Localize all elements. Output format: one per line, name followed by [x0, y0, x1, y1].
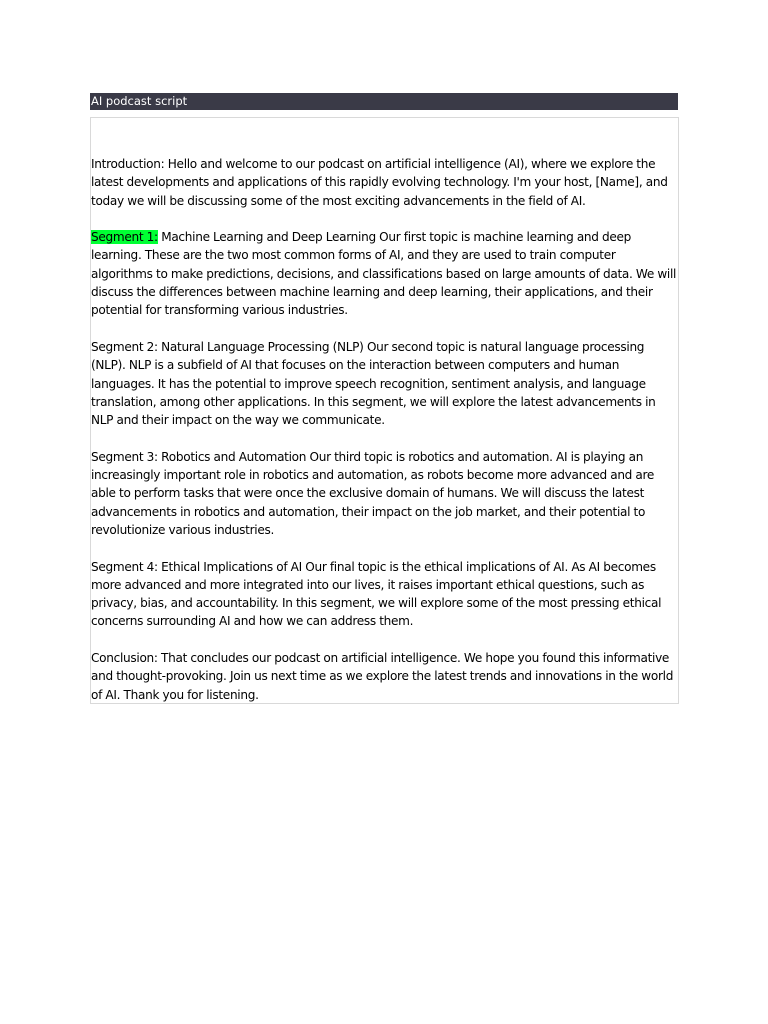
- introduction-paragraph: Introduction: Hello and welcome to our podcast on artificial intelligence (AI), where we explore the latest developments and applications of this rapidly evolving technology. I'm your host, [Name], and today we will be discussing some of the most exciting advancements in the field of AI.: [91, 157, 668, 208]
- segment-2-paragraph: Segment 2: Natural Language Processing (NLP) Our second topic is natural language processing (NLP). NLP is a subfield of AI that focuses on the interaction between computers and human languages. It has the potential to improve speech recognition, sentiment analysis, and language translation, among other applications. In this segment, we will explore the latest advancements in NLP and their impact on the way we communicate.: [91, 339, 656, 428]
- conclusion-paragraph: Conclusion: That concludes our podcast on artificial intelligence. We hope you found this informative and thought-provoking. Join us next time as we explore the latest trends and innovations in the world of AI. Thank you for listening.: [91, 651, 674, 702]
- segment-1-paragraph: [91, 228, 678, 319]
- segment-1-text: Machine Learning and Deep Learning Our first topic is machine learning and deep learning. These are the two most common forms of AI, and they are used to train computer algorithms to make predictions, decisions, and classifications based on large amounts of data. We will discuss the differences between machine learning and deep learning, their applications, and their potential for transforming various industries.: [91, 230, 677, 318]
- segment-3-paragraph: Segment 3: Robotics and Automation Our third topic is robotics and automation. AI is playing an increasingly important role in robotics and automation, as robots become more advanced and are able to perform tasks that were once the exclusive domain of humans. We will discuss the latest advancements in robotics and automation, their impact on the job market, and their potential to revolutionize various industries.: [91, 449, 655, 537]
- document-title: AI podcast script: [90, 93, 678, 110]
- script-cell: [90, 117, 679, 704]
- segment-1-highlighted-label: Segment 1:: [91, 230, 158, 245]
- segment-4-paragraph: Segment 4: Ethical Implications of AI Our final topic is the ethical implications of AI. As AI becomes more advanced and more integrated into our lives, it raises important ethical questions, such as privacy, bias, and accountability. In this segment, we will explore some of the most pressing ethical concerns surrounding AI and how we can address them.: [91, 559, 662, 629]
